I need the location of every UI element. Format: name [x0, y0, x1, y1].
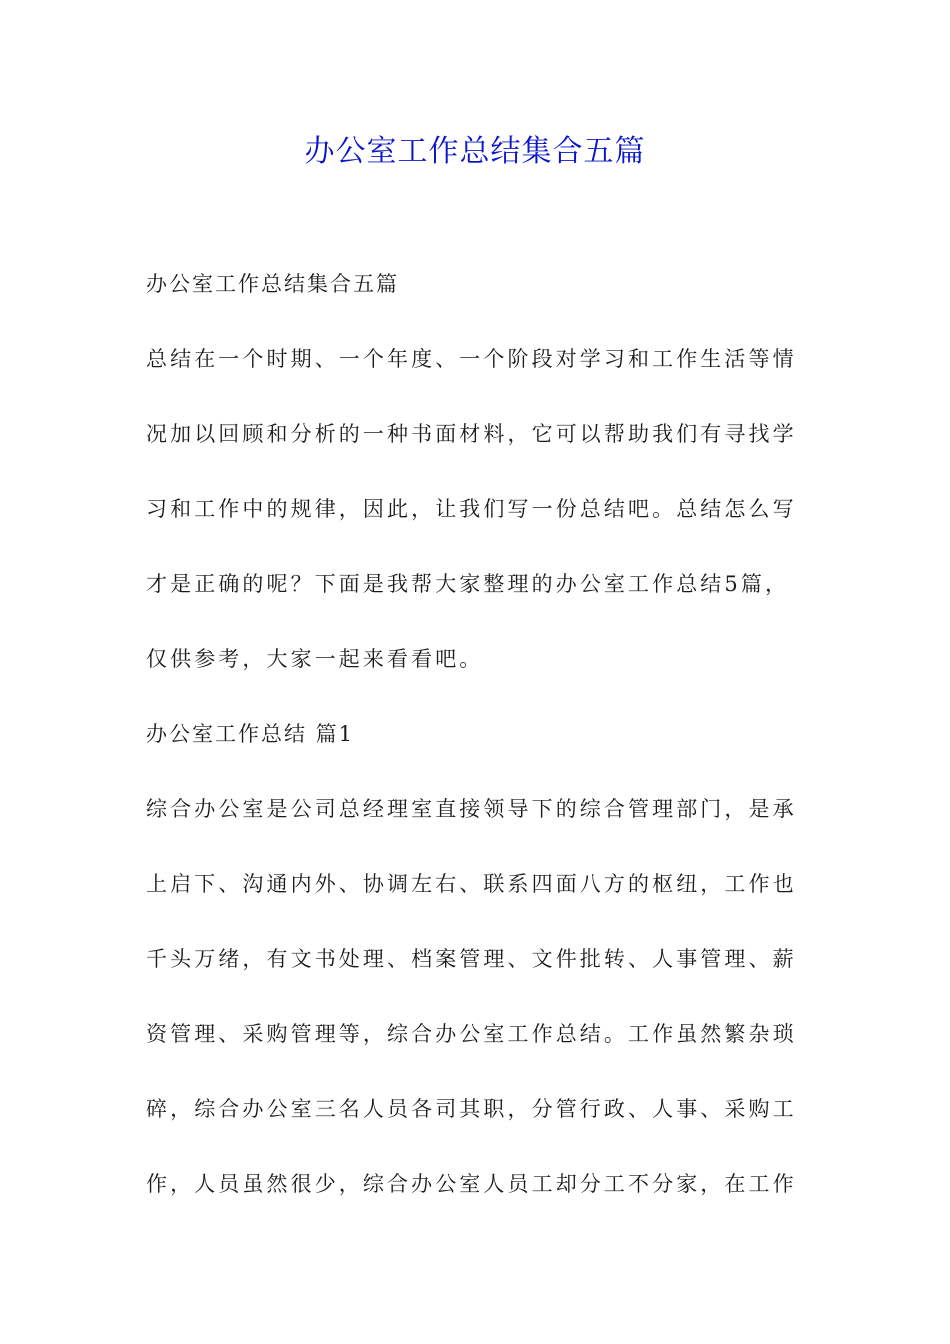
- intro-line-4: 才是正确的呢？下面是我帮大家整理的办公室工作总结5篇，: [146, 572, 790, 596]
- body-line-6: 作，人员虽然很少，综合办公室人员工却分工不分家，在工作: [146, 1172, 797, 1196]
- section-heading: 办公室工作总结 篇1: [146, 722, 355, 746]
- body-line-2: 上启下、沟通内外、协调左右、联系四面八方的枢纽，工作也: [146, 872, 797, 896]
- intro-line-5: 仅供参考，大家一起来看看吧。: [146, 647, 484, 671]
- body-line-1: 综合办公室是公司总经理室直接领导下的综合管理部门，是承: [146, 797, 797, 821]
- body-line-5: 碎，综合办公室三名人员各司其职，分管行政、人事、采购工: [146, 1097, 797, 1121]
- intro-line-1: 总结在一个时期、一个年度、一个阶段对学习和工作生活等情: [146, 347, 797, 371]
- intro-line-3: 习和工作中的规律，因此，让我们写一份总结吧。总结怎么写: [146, 497, 797, 521]
- intro-line-2: 况加以回顾和分析的一种书面材料，它可以帮助我们有寻找学: [146, 422, 797, 446]
- subtitle-line: 办公室工作总结集合五篇: [146, 272, 399, 296]
- document-title: 办公室工作总结集合五篇: [304, 134, 646, 169]
- body-line-4: 资管理、采购管理等，综合办公室工作总结。工作虽然繁杂琐: [146, 1022, 797, 1046]
- body-line-3: 千头万绪，有文书处理、档案管理、文件批转、人事管理、薪: [146, 947, 797, 971]
